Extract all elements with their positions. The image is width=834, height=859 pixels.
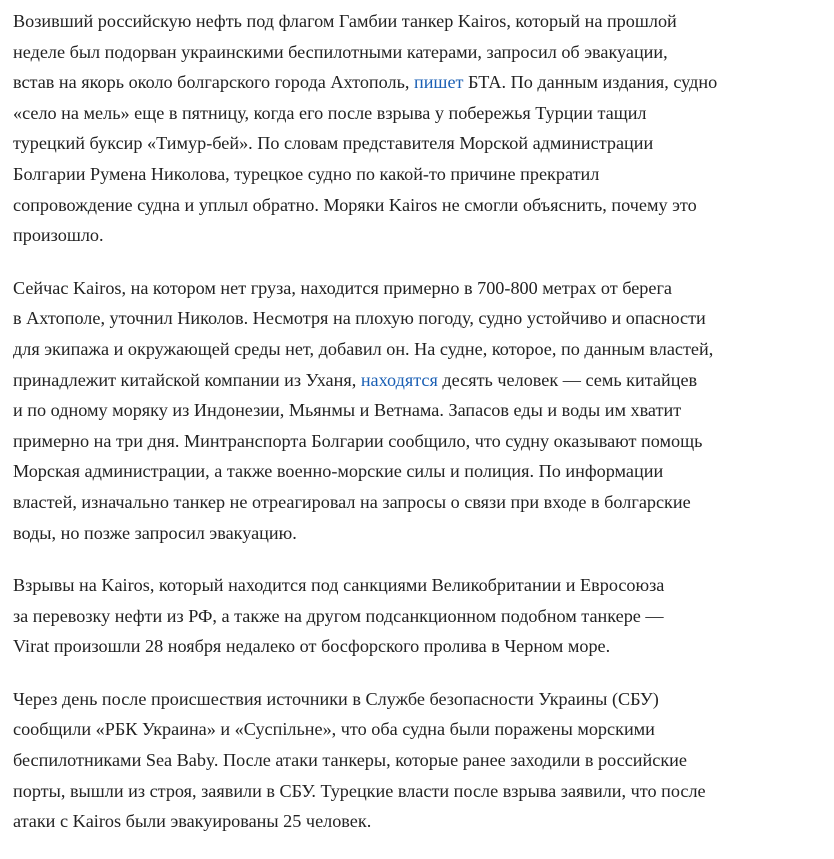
- text-line: сообщили «РБК Украина» и «Суспільне», что оба судна были поражены морскими: [13, 719, 655, 740]
- text-line: Морская администрации, а также военно-морские силы и полиция. По информации: [13, 461, 664, 482]
- text-line: Возивший российскую нефть под флагом Гамбии танкер Kairos, который на прошлой: [13, 11, 677, 31]
- text-line: Болгарии Румена Николова, турецкое судно по какой-то причине прекратил: [13, 163, 600, 184]
- text-line: примерно на три дня. Минтранспорта Болгарии сообщило, что судну оказывают помощь: [13, 430, 703, 451]
- text-line: Virat произошли 28 ноября недалеко от босфорского пролива в Черном море.: [13, 636, 611, 657]
- text-segment: принадлежит китайской компании из Уханя,: [13, 369, 361, 390]
- text-segment: встав на якорь около болгарского города Ахтополь,: [13, 72, 414, 93]
- text-line: для экипажа и окружающей среды нет, добавил он. На судне, которое, по данным властей,: [13, 338, 714, 359]
- text-line: властей, изначально танкер не отреагировал на запросы о связи при входе в болгарские: [13, 491, 691, 512]
- text-line: [13, 67, 813, 98]
- text-line: произошло.: [13, 225, 104, 246]
- paragraph-3: [13, 570, 813, 662]
- link-nakhodyatsya[interactable]: находятся: [360, 369, 438, 390]
- text-line: Сейчас Kairos, на котором нет груза, находится примерно в 700-800 метрах от берега: [13, 277, 672, 298]
- text-line: в Ахтополе, уточнил Николов. Несмотря на плохую погоду, судно устойчиво и опасности: [13, 308, 706, 329]
- text-line: неделе был подорван украинскими беспилотными катерами, запросил об эвакуации,: [13, 41, 668, 62]
- text-segment: БТА. По данным издания, судно: [463, 72, 718, 93]
- text-line: Взрывы на Kairos, который находится под санкциями Великобритании и Евросоюза: [13, 575, 665, 596]
- text-line: порты, вышли из строя, заявили в СБУ. Турецкие власти после взрыва заявили, что после: [13, 780, 706, 801]
- text-line: и по одному моряку из Индонезии, Мьянмы и Ветнама. Запасов еды и воды им хватит: [13, 400, 682, 421]
- link-pishet[interactable]: пишет: [413, 72, 464, 93]
- paragraph-4: [13, 684, 813, 837]
- paragraph-2: [13, 273, 813, 548]
- text-line: [13, 365, 813, 396]
- text-line: «село на мель» еще в пятницу, когда его после взрыва у побережья Турции тащил: [13, 102, 647, 123]
- text-line: Через день после происшествия источники в Службе безопасности Украины (СБУ): [13, 688, 659, 709]
- article-body: [13, 6, 813, 859]
- text-line: турецкий буксир «Тимур-бей». По словам представителя Морской администрации: [13, 133, 654, 154]
- text-line: атаки с Kairos были эвакуированы 25 человек.: [13, 811, 372, 832]
- text-segment: десять человек — семь китайцев: [437, 369, 698, 390]
- text-line: беспилотниками Sea Baby. После атаки танкеры, которые ранее заходили в российские: [13, 750, 687, 771]
- text-line: воды, но позже запросил эвакуацию.: [13, 522, 297, 543]
- text-line: сопровождение судна и уплыл обратно. Моряки Kairos не смогли объяснить, почему это: [13, 194, 697, 215]
- paragraph-1: [13, 6, 813, 251]
- text-line: за перевозку нефти из РФ, а также на другом подсанкционном подобном танкере —: [13, 605, 664, 626]
